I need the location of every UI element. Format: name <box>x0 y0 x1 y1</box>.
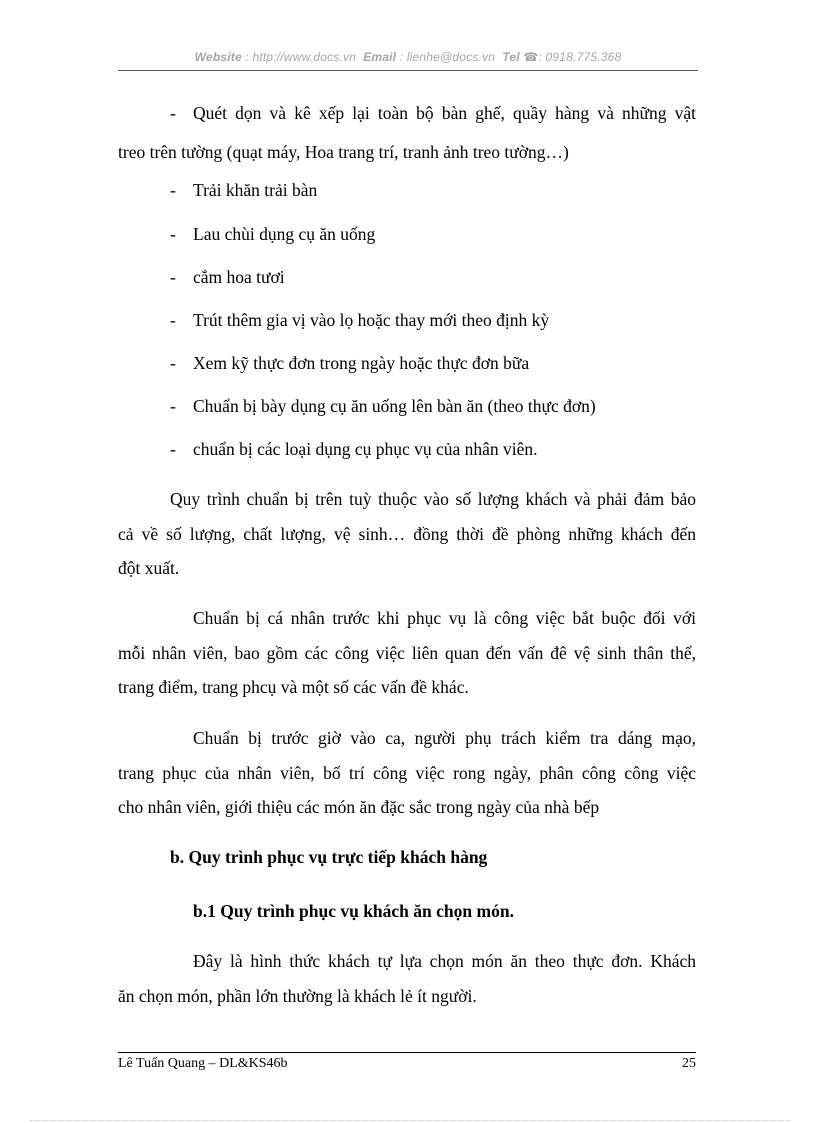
paragraph-2-line-1: Chuẩn bị cá nhân trước khi phục vụ là công việc bắt buộc đối với <box>193 608 696 628</box>
bullet-dash: - <box>170 267 176 287</box>
bullet-dash: - <box>170 224 176 244</box>
list-item-4: cắm hoa tươi <box>193 267 285 287</box>
bullet-dash: - <box>170 180 176 200</box>
list-item-1-line-2: treo trên tường (quạt máy, Hoa trang trí, tranh ảnh treo tường…) <box>118 142 569 162</box>
list-item-7: Chuẩn bị bày dụng cụ ăn uống lên bàn ăn (theo thực đơn) <box>193 396 596 416</box>
page-edge-dotted-line <box>30 1120 790 1121</box>
paragraph-3-line-2: trang phục của nhân viên, bố trí công việc rong ngày, phân công công việc <box>118 763 696 783</box>
paragraph-1-line-1: Quy trình chuẩn bị trên tuỳ thuộc vào số lượng khách và phải đảm bảo <box>170 489 696 509</box>
footer-author: Lê Tuấn Quang – DL&KS46b <box>118 1056 288 1071</box>
footer-divider <box>118 1052 696 1053</box>
tel-value: : 0918.775.368 <box>538 50 622 64</box>
email-label: Email <box>363 50 397 64</box>
page-number: 25 <box>682 1056 696 1071</box>
list-item-3: Lau chùi dụng cụ ăn uống <box>193 224 376 244</box>
page-header <box>118 50 698 64</box>
list-item-2: Trải khăn trải bàn <box>193 180 318 200</box>
section-heading-b: b. Quy trình phục vụ trực tiếp khách hàng <box>170 847 488 867</box>
paragraph-1-line-3: đột xuất. <box>118 558 180 578</box>
paragraph-4-line-1: Đây là hình thức khách tự lựa chọn món ăn theo thực đơn. Khách <box>193 951 696 971</box>
bullet-dash: - <box>170 396 176 416</box>
bullet-dash: - <box>170 310 176 330</box>
paragraph-3-line-1: Chuẩn bị trước giờ vào ca, người phụ trách kiểm tra dáng mạo, <box>193 728 696 748</box>
website-label: Website <box>194 50 242 64</box>
bullet-dash: - <box>170 439 176 459</box>
website-value: : http://www.docs.vn <box>245 50 357 64</box>
paragraph-3-line-3: cho nhân viên, giới thiệu các món ăn đặc sắc trong ngày của nhà bếp <box>118 797 600 817</box>
tel-label: Tel <box>502 50 520 64</box>
bullet-dash: - <box>170 353 176 373</box>
paragraph-4-line-2: ăn chọn món, phần lớn thường là khách lẻ ít người. <box>118 986 477 1006</box>
list-item-6: Xem kỹ thực đơn trong ngày hoặc thực đơn bữa <box>193 353 530 373</box>
header-divider <box>118 70 698 71</box>
paragraph-1-line-2: cả về số lượng, chất lượng, vệ sinh… đồng thời đề phòng những khách đến <box>118 524 696 544</box>
paragraph-2-line-3: trang điểm, trang phcụ và một số các vấn đề khác. <box>118 677 469 697</box>
bullet-dash: - <box>170 103 176 123</box>
section-heading-b1: b.1 Quy trình phục vụ khách ăn chọn món. <box>193 901 514 921</box>
list-item-1-line-1: Quét dọn và kê xếp lại toàn bộ bàn ghế, quầy hàng và những vật <box>193 103 696 123</box>
email-value: : lienhe@docs.vn <box>399 50 496 64</box>
phone-icon: ☎ <box>523 50 539 64</box>
paragraph-2-line-2: mỗi nhân viên, bao gồm các công việc liên quan đến vấn đê vệ sinh thân thể, <box>118 643 696 663</box>
list-item-8: chuẩn bị các loại dụng cụ phục vụ của nhân viên. <box>193 439 538 459</box>
list-item-5: Trút thêm gia vị vào lọ hoặc thay mới theo định kỳ <box>193 310 550 330</box>
